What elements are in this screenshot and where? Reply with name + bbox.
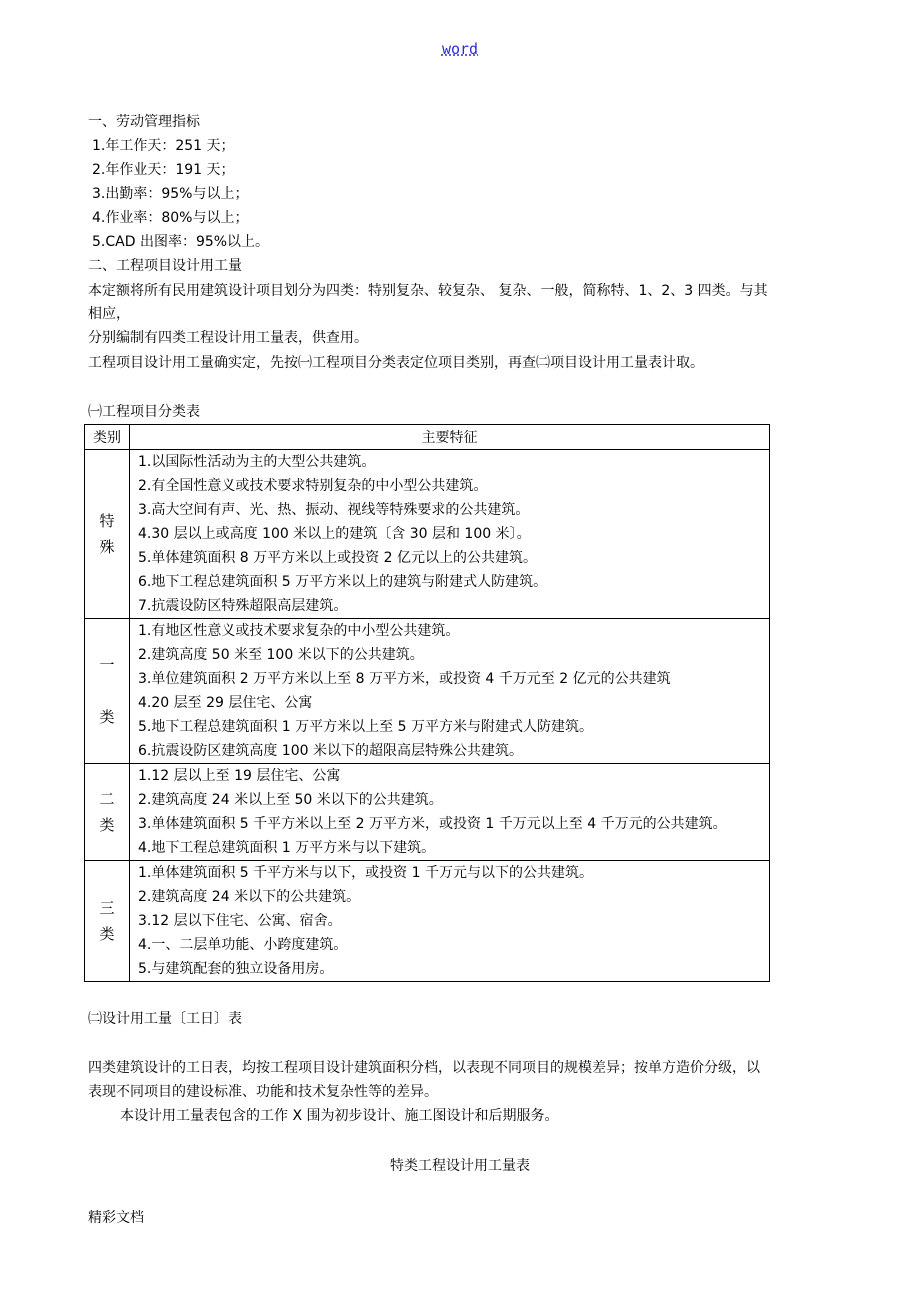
paragraph: 分别编制有四类工程设计用工量表，供查用。 [88, 330, 368, 346]
paragraph: 本定额将所有民用建筑设计项目划分为四类：特别复杂、较复杂、 复杂、一般，简称特、1、2、3 四类。与其 [88, 283, 768, 299]
features-cell: 1.12 层以上至 19 层住宅、公寓 2.建筑高度 24 米以上至 50 米以下的公共建筑。 3.单体建筑面积 5 千平方米以上至 2 万平方米，或投资 1 千万元以上至 4 千万元的公共建筑。 4.地下工程总建筑面积 1 万平方米与以下建筑。 [130, 764, 770, 861]
features-cell: 1.单体建筑面积 5 千平方米与以下，或投资 1 千万元与以下的公共建筑。 2.建筑高度 24 米以下的公共建筑。 3.12 层以下住宅、公寓、宿舍。 4.一、二层单功能、小跨度建筑。 5.与建筑配套的独立设备用房。 [130, 861, 770, 982]
category-cell: 一 类 [85, 619, 130, 764]
list-item: 3.出勤率：95%与以上； [92, 186, 249, 202]
features-cell: 1.有地区性意义或技术要求复杂的中小型公共建筑。 2.建筑高度 50 米至 100 米以下的公共建筑。 3.单位建筑面积 2 万平方米以上至 8 万平方米，或投资 4 千万元至 2 亿元的公共建筑 4.20 层至 29 层住宅、公寓 5.地下工程总建筑面积 1 万平方米以上至 5 万平方米与附建式人防建筑。 6.抗震设防区建筑高度 100 米以下的超限高层特殊公共建筑。 [130, 619, 770, 764]
paragraph: 本设计用工量表包含的工作 X 围为初步设计、施工图设计和后期服务。 [120, 1108, 559, 1124]
table-row [85, 450, 770, 619]
classification-table [84, 424, 770, 982]
table-row [85, 764, 770, 861]
category-cell: 特 殊 [85, 450, 130, 619]
section1-title: 一、劳动管理指标 [88, 114, 200, 130]
table-header-row [85, 425, 770, 450]
header-features: 主要特征 [130, 425, 770, 450]
category-cell: 三 类 [85, 861, 130, 982]
list-item: 2.年作业天：191 天； [92, 162, 235, 178]
section2-title: 二、工程项目设计用工量 [88, 258, 242, 274]
header-link[interactable]: word [441, 40, 479, 58]
list-item: 5.CAD 出图率：95%以上。 [92, 234, 270, 250]
table2-caption: ㈡设计用工量〔工日〕表 [88, 1011, 242, 1027]
table-row [85, 861, 770, 982]
category-cell: 二 类 [85, 764, 130, 861]
paragraph: 表现不同项目的建设标准、功能和技术复杂性等的差异。 [88, 1084, 438, 1100]
table1-caption: ㈠工程项目分类表 [88, 404, 200, 420]
paragraph: 工程项目设计用工量确实定，先按㈠工程项目分类表定位项目类别，再查㈡项目设计用工量表计取。 [88, 355, 704, 371]
header-category: 类别 [85, 425, 130, 450]
footer-text: 精彩文档 [88, 1210, 144, 1226]
paragraph: 四类建筑设计的工日表，均按工程项目设计建筑面积分档，以表现不同项目的规模差异；按单方造价分级，以 [88, 1060, 760, 1076]
paragraph: 相应， [88, 306, 130, 322]
list-item: 4.作业率：80%与以上； [92, 210, 249, 226]
features-cell: 1.以国际性活动为主的大型公共建筑。 2.有全国性意义或技术要求特别复杂的中小型公共建筑。 3.高大空间有声、光、热、振动、视线等特殊要求的公共建筑。 4.30 层以上或高度 100 米以上的建筑〔含 30 层和 100 米〕。 5.单体建筑面积 8 万平方米以上或投资 2 亿元以上的公共建筑。 6.地下工程总建筑面积 5 万平方米以上的建筑与附建式人防建筑。 7.抗震设防区特殊超限高层建筑。 [130, 450, 770, 619]
list-item: 1.年工作天：251 天； [92, 138, 235, 154]
next-table-title: 特类工程设计用工量表 [390, 1158, 530, 1174]
table-row [85, 619, 770, 764]
